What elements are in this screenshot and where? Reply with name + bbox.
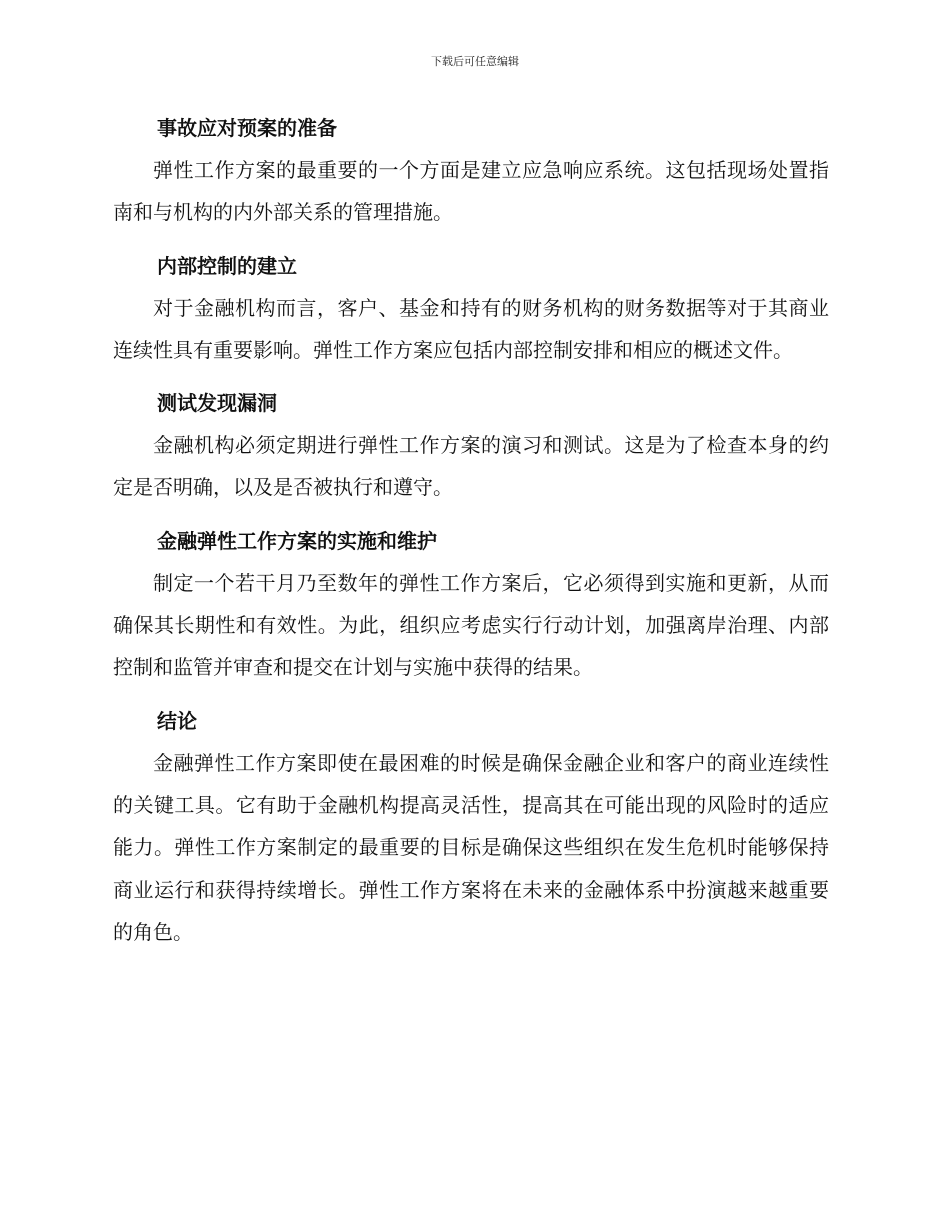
section-body-implementation: 制定一个若干月乃至数年的弹性工作方案后，它必须得到实施和更新，从而确保其长期性和有效性。为此，组织应考虑实行行动计划，加强离岸治理、内部控制和监管并审查和提交在计划与实施中获得的结果。 — [113, 570, 829, 680]
section-heading-emergency-plan: 事故应对预案的准备 — [157, 116, 337, 140]
section-heading-implementation: 金融弹性工作方案的实施和维护 — [157, 528, 437, 553]
section-heading-testing: 测试发现漏洞 — [157, 391, 277, 416]
section-heading-conclusion: 结论 — [157, 708, 197, 733]
section-body-testing: 金融机构必须定期进行弹性工作方案的演习和测试。这是为了检查本身的约定是否明确，以及是否被执行和遵守。 — [113, 433, 829, 500]
section-body-internal-control: 对于金融机构而言，客户、基金和持有的财务机构的财务数据等对于其商业连续性具有重要影响。弹性工作方案应包括内部控制安排和相应的概述文件。 — [113, 295, 829, 362]
section-body-emergency-plan: 弹性工作方案的最重要的一个方面是建立应急响应系统。这包括现场处置指南和与机构的内外部关系的管理措施。 — [113, 158, 829, 225]
section-body-conclusion: 金融弹性工作方案即使在最困难的时候是确保金融企业和客户的商业连续性的关键工具。它有助于金融机构提高灵活性，提高其在可能出现的风险时的适应能力。弹性工作方案制定的最重要的目标是确保这些组织在发生危机时能够保持商业运行和获得持续增长。弹性工作方案将在未来的金融体系中扮演越来越重要的角色。 — [113, 750, 829, 944]
document-content — [113, 107, 829, 964]
page-header: 下载后可任意编辑 — [431, 55, 519, 68]
section-heading-internal-control: 内部控制的建立 — [157, 253, 297, 278]
